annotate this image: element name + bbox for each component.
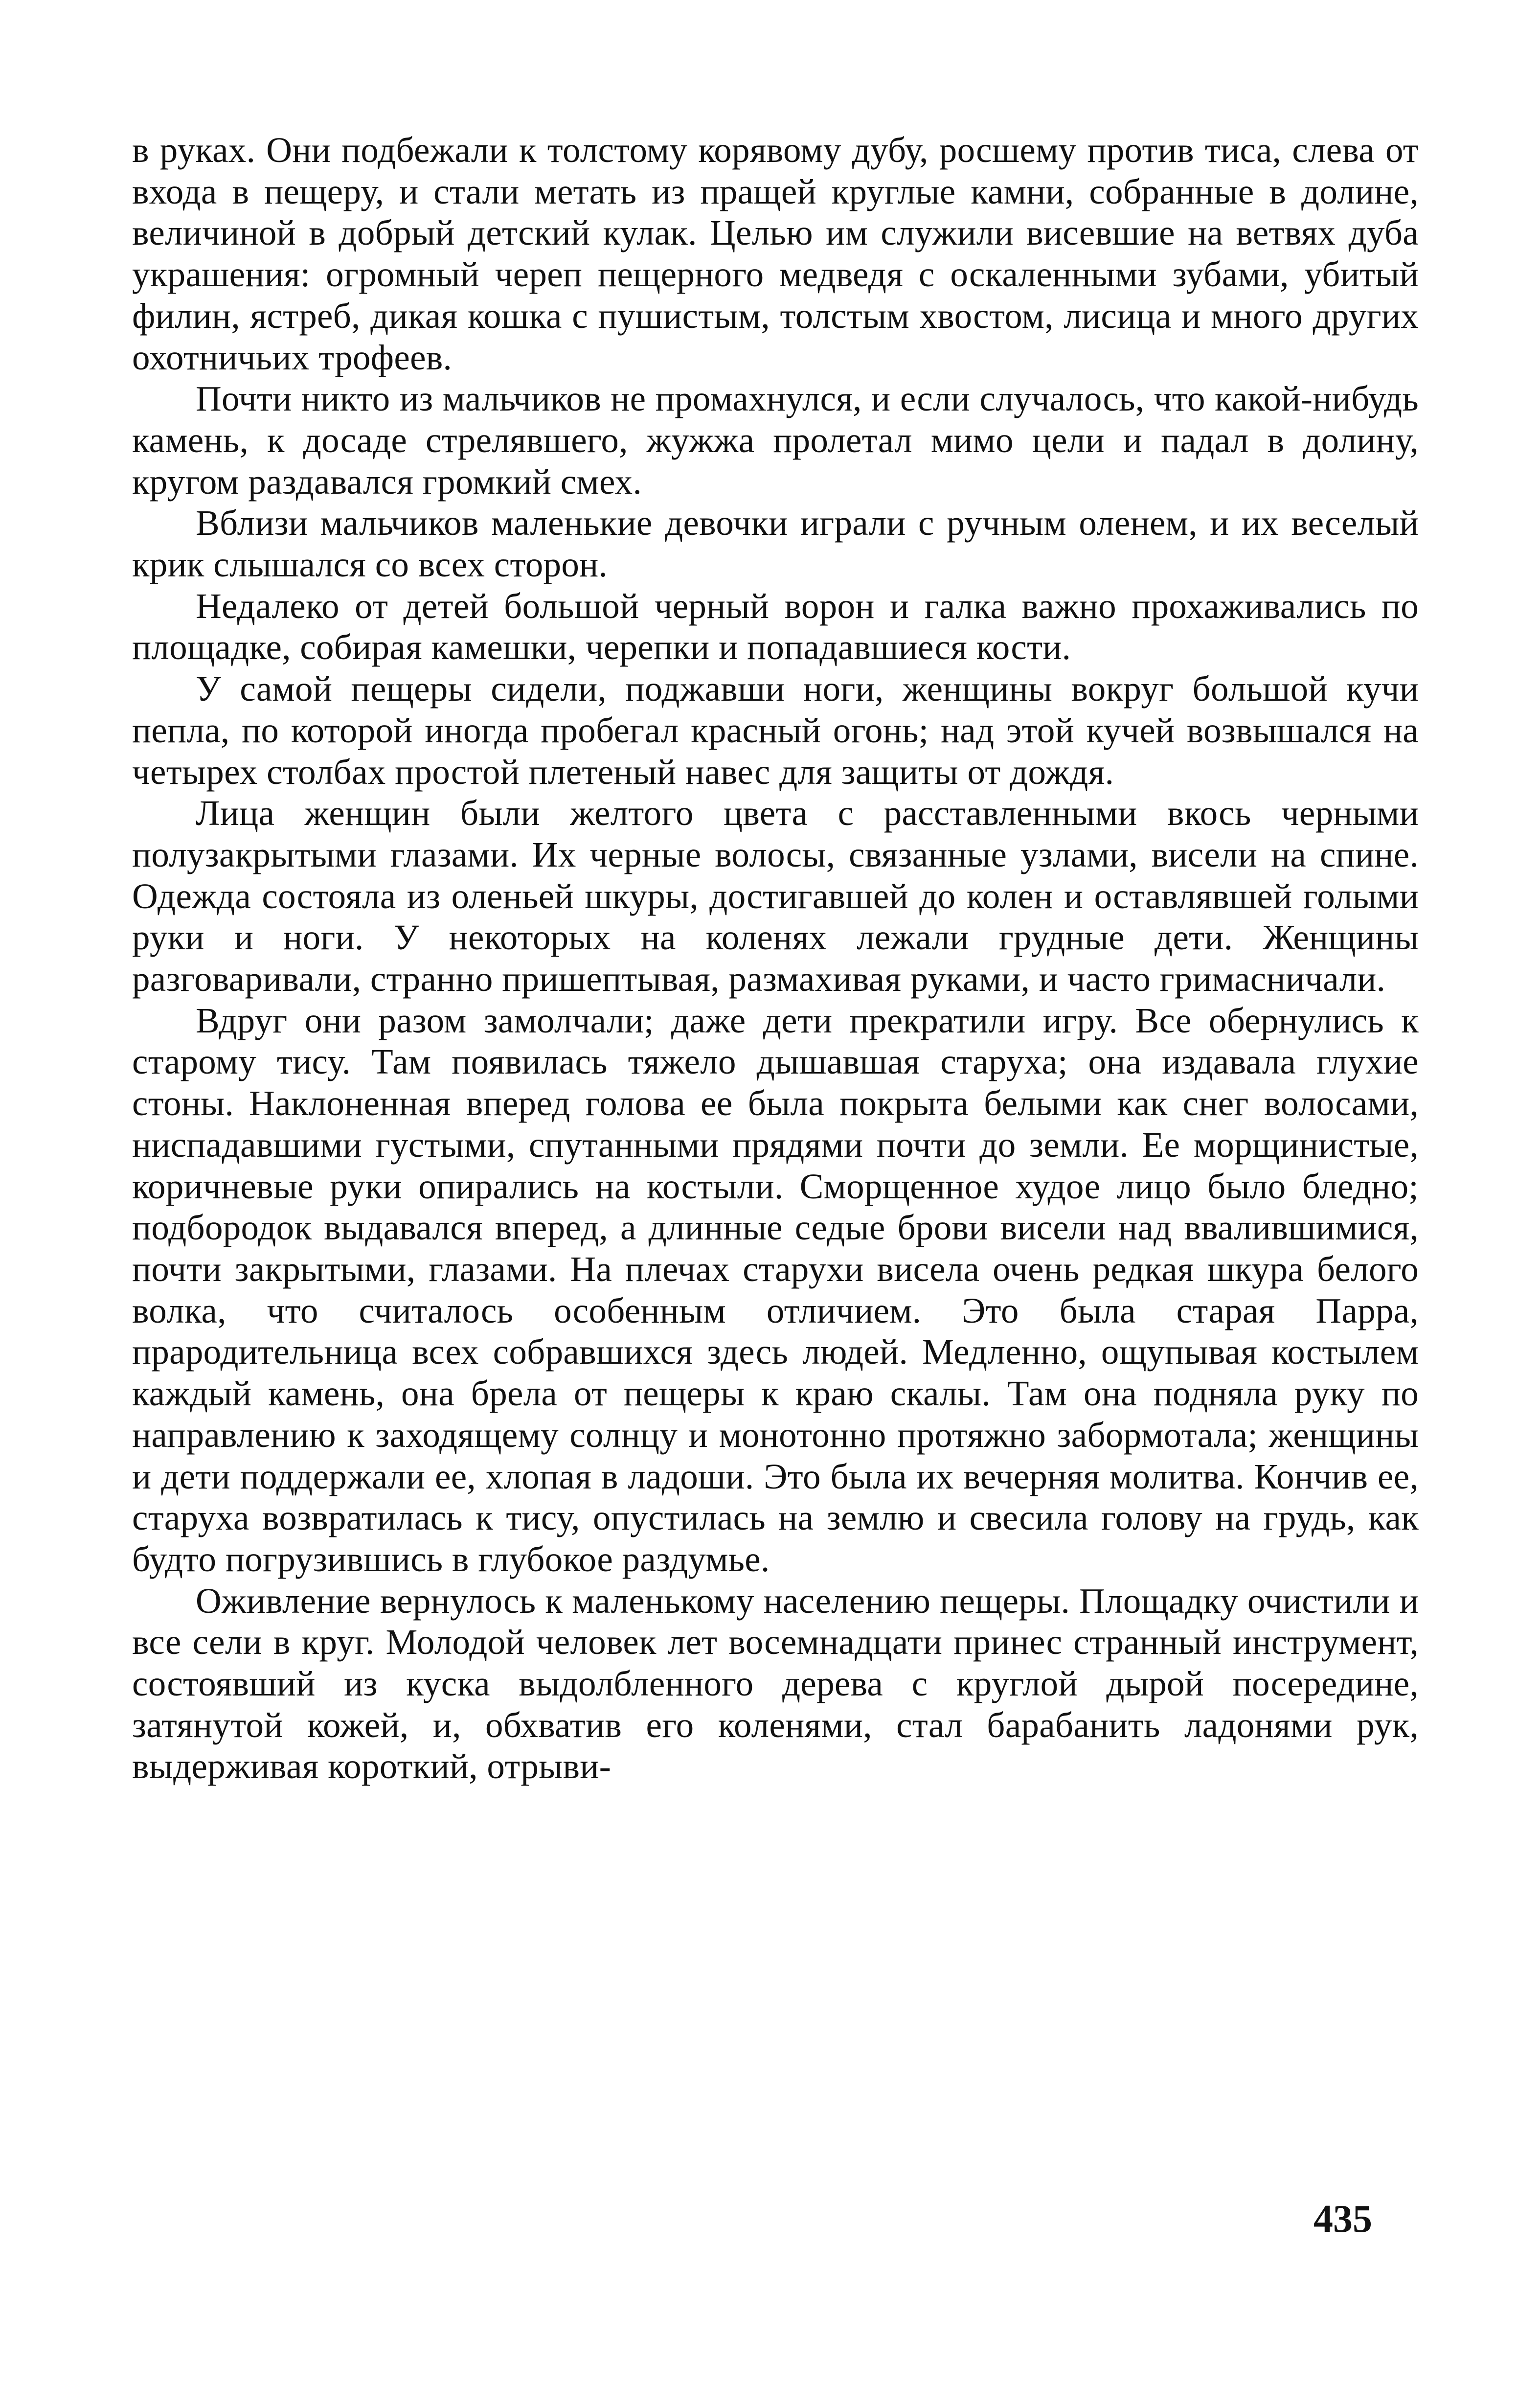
- paragraph-8: Оживление вернулось к маленькому населению пещеры. Площадку очистили и все сели в круг. Молодой человек лет восемнадцати принес странный инструмент, состоявший из куска выдолбленного дерева с круглой дырой посередине, затянутой кожей, и, обхватив его коленями, стал барабанить ладонями рук, выдерживая короткий, отрыви-: [132, 1580, 1419, 1787]
- page-text-block: [132, 130, 1419, 1787]
- paragraph-3: Вблизи мальчиков маленькие девочки играли с ручным оленем, и их веселый крик слышался со всех сторон.: [132, 503, 1419, 585]
- paragraph-5: У самой пещеры сидели, поджавши ноги, женщины вокруг большой кучи пепла, по которой иногда пробегал красный огонь; над этой кучей возвышался на четырех столбах простой плетеный навес для защиты от дождя.: [132, 669, 1419, 792]
- paragraph-4: Недалеко от детей большой черный ворон и галка важно прохаживались по площадке, собирая камешки, черепки и попадавшиеся кости.: [132, 586, 1419, 667]
- paragraph-7: Вдруг они разом замолчали; даже дети прекратили игру. Все обернулись к старому тису. Там появилась тяжело дышавшая старуха; она издавала глухие стоны. Наклоненная вперед голова ее была покрыта белыми как снег волосами, ниспадавшими густыми, спутанными прядями почти до земли. Ее морщинистые, коричневые руки опирались на костыли. Сморщенное худое лицо было бледно; подбородок выдавался вперед, а длинные седые брови висели над ввалившимися, почти закрытыми, глазами. На плечах старухи висела очень редкая шкура белого волка, что считалось особенным отличием. Это была старая Парра, прародительница всех собравшихся здесь людей. Медленно, ощупывая костылем каждый камень, она брела от пещеры к краю скалы. Там она подняла руку по направлению к заходящему солнцу и монотонно протяжно забормотала; женщины и дети поддержали ее, хлопая в ладоши. Это была их вечерняя молитва. Кончив ее, старуха возвратилась к тису, опустилась на землю и свесила голову на грудь, как будто погрузившись в глубокое раздумье.: [132, 1000, 1419, 1579]
- paragraph-2: Почти никто из мальчиков не промахнулся, и если случалось, что какой-нибудь камень, к досаде стрелявшего, жужжа пролетал мимо цели и падал в долину, кругом раздавался громкий смех.: [132, 379, 1419, 502]
- page-number: 435: [1314, 2198, 1372, 2241]
- paragraph-6: Лица женщин были желтого цвета с расставленными вкось черными полузакрытыми глазами. Их черные волосы, связанные узлами, висели на спине. Одежда состояла из оленьей шкуры, достигавшей до колен и оставлявшей голыми руки и ноги. У некоторых на коленях лежали грудные дети. Женщины разговаривали, странно пришептывая, размахивая руками, и часто гримасничали.: [132, 793, 1419, 999]
- paragraph-1: в руках. Они подбежали к толстому корявому дубу, росшему против тиса, слева от входа в пещеру, и стали метать из пращей круглые камни, собранные в долине, величиной в добрый детский кулак. Целью им служили висевшие на ветвях дуба украшения: огромный череп пещерного медведя с оскаленными зубами, убитый филин, ястреб, дикая кошка с пушистым, толстым хвостом, лисица и много других охотничьих трофеев.: [132, 130, 1419, 377]
